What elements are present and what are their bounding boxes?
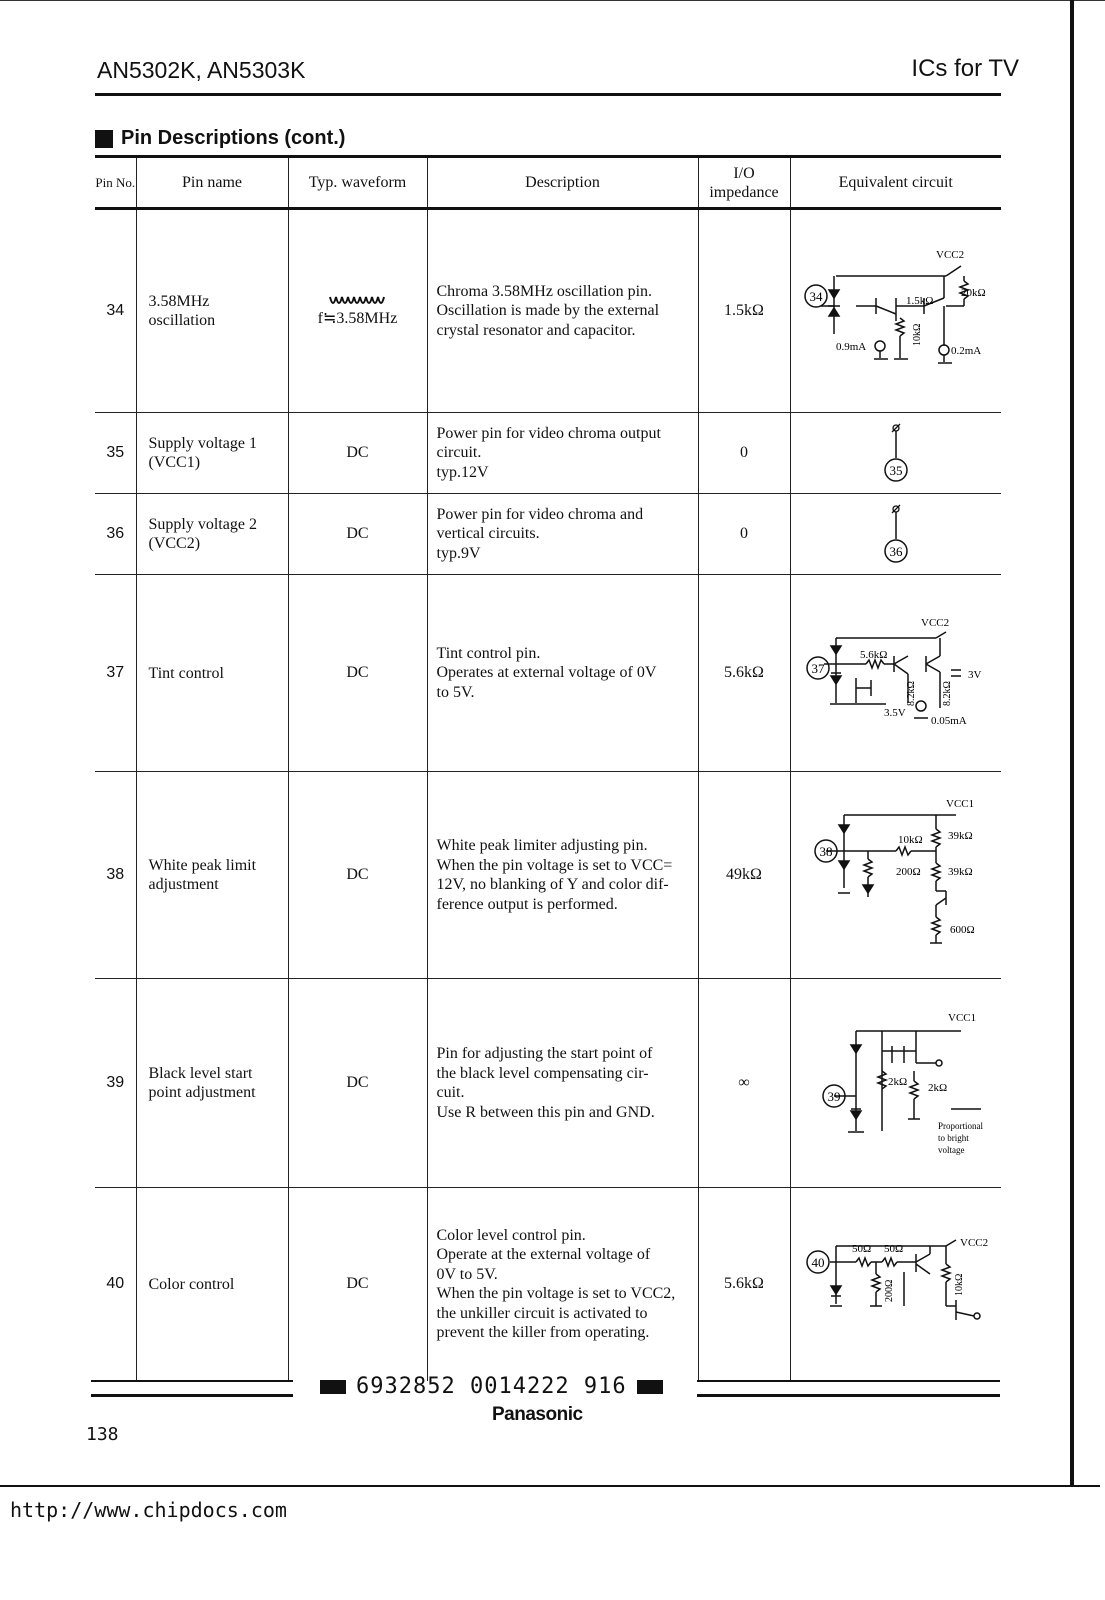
pin-name-line: (VCC2) (148, 535, 201, 552)
circuit-vcc-label: VCC2 (959, 1237, 988, 1250)
circuit-resistor-label: 600Ω (949, 923, 975, 936)
table-row (95, 772, 1001, 979)
circuit-current-label: 0.05mA (930, 715, 967, 727)
source-url[interactable]: http://www.chipdocs.com (10, 1498, 287, 1522)
circuit-resistor-label: 10kΩ (897, 833, 923, 846)
description-line: Power pin for video chroma and (436, 505, 644, 523)
description-line: Operates at external voltage of 0V (436, 664, 657, 682)
circuit-diagram-36 (866, 499, 926, 569)
pin-name-line: Tint control (148, 664, 224, 682)
document-category: ICs for TV (911, 55, 1019, 82)
equivalent-circuit (790, 413, 1001, 494)
scan-edge-bar (1070, 0, 1074, 1487)
circuit-diagram-34 (796, 246, 996, 376)
circuit-pin-label: 37 (811, 661, 825, 676)
pin-name (136, 209, 288, 413)
circuit-pin-label: 39 (827, 1088, 841, 1104)
col-header-pin-name: Pin name (136, 158, 288, 209)
circuit-note-line: voltage (937, 1144, 965, 1155)
equivalent-circuit (790, 772, 1001, 979)
description-line: the black level compensating cir- (436, 1064, 649, 1082)
col-header-circuit: Equivalent circuit (790, 158, 1001, 209)
circuit-vcc-label: VCC1 (945, 797, 974, 810)
pin-name (136, 494, 288, 575)
circuit-resistor-label: 8.2kΩ (905, 681, 917, 706)
waveform (288, 209, 427, 413)
circuit-resistor-label: 10kΩ (953, 1273, 965, 1297)
description-line: Pin for adjusting the start point of (436, 1045, 653, 1062)
section-bullet-icon (95, 130, 113, 148)
pin-description (427, 413, 698, 494)
pin-number: 37 (95, 575, 136, 772)
circuit-resistor-label: 200Ω (883, 1279, 895, 1303)
io-impedance: ∞ (698, 979, 790, 1188)
pin-description (427, 772, 698, 979)
pin-name-line: Black level start (148, 1065, 253, 1082)
table-row (95, 494, 1001, 575)
description-line: 12V, no blanking of Y and color dif- (436, 876, 669, 893)
pin-number: 34 (95, 209, 136, 413)
table-header-row (95, 158, 1001, 209)
description-line: Chroma 3.58MHz oscillation pin. (436, 282, 653, 300)
description-line: typ.12V (436, 463, 489, 481)
barcode-block-icon (320, 1380, 346, 1394)
circuit-resistor-label: 200Ω (895, 865, 921, 878)
description-line: Oscillation is made by the external (436, 302, 660, 320)
pin-number: 40 (95, 1188, 136, 1381)
table-row (95, 413, 1001, 494)
circuit-resistor-label: 1.5kΩ (905, 295, 934, 307)
page-number: 138 (86, 1424, 119, 1445)
description-line: When the pin voltage is set to VCC2, (436, 1285, 676, 1303)
pin-name (136, 413, 288, 494)
circuit-resistor-label: 10kΩ (911, 323, 923, 346)
waveform-label: f≒3.58MHz (317, 310, 398, 327)
table-row (95, 1188, 1001, 1381)
circuit-resistor-label: 2kΩ (887, 1075, 907, 1088)
col-header-impedance-line2: impedance (709, 183, 779, 201)
io-impedance: 5.6kΩ (698, 1188, 790, 1381)
circuit-resistor-label: 39kΩ (947, 865, 973, 878)
equivalent-circuit (790, 575, 1001, 772)
description-line: to 5V. (436, 683, 475, 701)
pin-name (136, 1188, 288, 1381)
io-impedance: 49kΩ (698, 772, 790, 979)
footer-rule (697, 1380, 1000, 1382)
barcode-number: 6932852 0014222 916 (356, 1374, 627, 1399)
footer-rule (697, 1394, 1000, 1397)
pin-name-line: Supply voltage 2 (148, 516, 257, 533)
description-line: ference output is performed. (436, 895, 618, 913)
description-line: When the pin voltage is set to VCC= (436, 856, 673, 874)
pin-name-line: point adjustment (148, 1084, 256, 1101)
circuit-pin-label: 34 (809, 289, 823, 304)
io-impedance: 0 (698, 413, 790, 494)
section-title: Pin Descriptions (cont.) (121, 127, 346, 149)
circuit-diagram-39 (796, 1001, 996, 1166)
circuit-pin-label: 36 (889, 544, 903, 559)
table-row (95, 209, 1001, 413)
circuit-diagram-37 (796, 608, 996, 738)
waveform: DC (288, 494, 427, 575)
description-line: vertical circuits. (436, 525, 540, 543)
circuit-current-label: 0.2mA (950, 345, 981, 357)
circuit-resistor-label: 50Ω (883, 1243, 903, 1256)
pin-number: 36 (95, 494, 136, 575)
pin-name-line: White peak limit (148, 857, 257, 874)
circuit-vcc-label: VCC2 (935, 249, 964, 261)
description-line: White peak limiter adjusting pin. (436, 837, 648, 854)
circuit-vcc-label: VCC2 (920, 617, 949, 629)
top-edge-rule (0, 0, 1105, 1)
circuit-note-line: Proportional (937, 1120, 983, 1131)
section-heading (95, 127, 345, 150)
pin-description (427, 1188, 698, 1381)
pin-name (136, 772, 288, 979)
waveform: DC (288, 413, 427, 494)
col-header-waveform: Typ. waveform (288, 158, 427, 209)
col-header-description: Description (427, 158, 698, 209)
waveform: DC (288, 979, 427, 1188)
description-line: Tint control pin. (436, 644, 541, 662)
pin-name-line: (VCC1) (148, 454, 201, 471)
equivalent-circuit (790, 979, 1001, 1188)
equivalent-circuit (790, 209, 1001, 413)
circuit-vcc-label: VCC1 (947, 1011, 976, 1024)
circuit-diagram-38 (796, 793, 996, 958)
circuit-pin-label: 40 (811, 1255, 825, 1271)
description-line: Power pin for video chroma output (436, 424, 661, 442)
scan-edge-rule (0, 1485, 1100, 1487)
description-line: 0V to 5V. (436, 1265, 498, 1283)
circuit-voltage-label: 3.5V (883, 707, 906, 719)
col-header-pin-no: Pin No. (95, 158, 136, 209)
circuit-voltage-label: 3V (967, 669, 982, 681)
pin-name (136, 979, 288, 1188)
pin-name-line: Supply voltage 1 (148, 435, 257, 452)
pin-description (427, 209, 698, 413)
circuit-note-line: to bright (937, 1132, 969, 1143)
circuit-resistor-label: 20kΩ (960, 287, 986, 299)
io-impedance: 0 (698, 494, 790, 575)
col-header-impedance-line1: I/O (733, 164, 755, 182)
pin-descriptions-table (95, 158, 1001, 1381)
waveform: DC (288, 1188, 427, 1381)
circuit-resistor-label: 5.6kΩ (859, 649, 888, 661)
pin-description (427, 979, 698, 1188)
description-line: cuit. (436, 1084, 465, 1101)
circuit-resistor-label: 8.2kΩ (941, 681, 953, 706)
pin-number: 38 (95, 772, 136, 979)
col-header-impedance (698, 158, 790, 209)
brand-logo: Panasonic (492, 1404, 583, 1425)
description-line: Operate at the external voltage of (436, 1246, 651, 1264)
footer-rule (91, 1380, 293, 1382)
circuit-pin-label: 38 (819, 843, 833, 859)
barcode-strip (310, 1374, 673, 1399)
circuit-diagram-35 (866, 418, 926, 488)
waveform: DC (288, 575, 427, 772)
barcode-block-icon (637, 1380, 663, 1394)
equivalent-circuit (790, 494, 1001, 575)
sine-waveform-icon (328, 293, 388, 309)
header-rule (95, 93, 1001, 96)
circuit-diagram-40 (796, 1224, 996, 1344)
io-impedance: 5.6kΩ (698, 575, 790, 772)
description-line: Use R between this pin and GND. (436, 1103, 655, 1121)
pin-description (427, 575, 698, 772)
circuit-current-label: 0.9mA (835, 341, 866, 353)
pin-number: 35 (95, 413, 136, 494)
circuit-resistor-label: 39kΩ (947, 829, 973, 842)
pin-name-line: adjustment (148, 876, 219, 893)
footer-rule (91, 1394, 293, 1397)
circuit-resistor-label: 2kΩ (927, 1081, 947, 1094)
document-title: AN5302K, AN5303K (97, 57, 306, 83)
pin-name-line: Color control (148, 1275, 235, 1293)
pin-name-line: oscillation (148, 312, 216, 329)
equivalent-circuit (790, 1188, 1001, 1381)
description-line: typ.9V (436, 544, 481, 562)
pin-number: 39 (95, 979, 136, 1188)
description-line: prevent the killer from operating. (436, 1324, 650, 1342)
pin-description (427, 494, 698, 575)
description-line: crystal resonator and capacitor. (436, 321, 636, 339)
circuit-resistor-label: 50Ω (851, 1243, 871, 1256)
description-line: circuit. (436, 444, 482, 462)
circuit-pin-label: 35 (889, 463, 903, 478)
table-row (95, 979, 1001, 1188)
pin-name-line: 3.58MHz (148, 293, 210, 310)
description-line: Color level control pin. (436, 1226, 586, 1244)
io-impedance: 1.5kΩ (698, 209, 790, 413)
description-line: the unkiller circuit is activated to (436, 1304, 648, 1322)
pin-name (136, 575, 288, 772)
table-row (95, 575, 1001, 772)
waveform: DC (288, 772, 427, 979)
